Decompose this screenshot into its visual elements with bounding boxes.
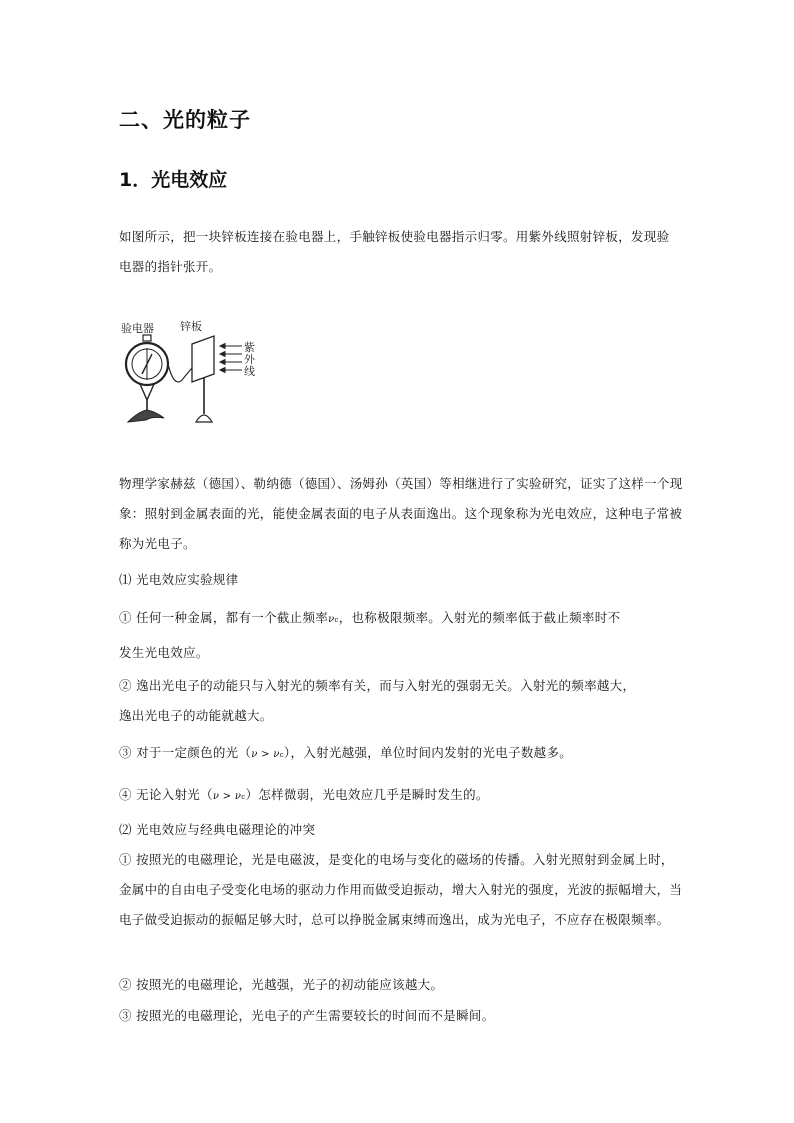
uv-label-3: 线	[244, 365, 255, 378]
intro-paragraph: 如图所示，把一块锌板连接在验电器上，手触锌板使验电器指示归零。用紫外线照射锌板，发现验电器的指针张开。	[119, 229, 670, 274]
rule-1	[119, 608, 684, 626]
rule-3-text-b: ），入射光越强，单位时间内发射的光电子数越多。	[283, 745, 573, 760]
conflict-1: ① 按照光的电磁理论，光是电磁波，是变化的电场与变化的磁场的传播。入射光照射到金属上时，金属中的自由电子受变化电场的驱动力作用而做受迫振动，增大入射光的强度，光波的振幅增大，当电子做受迫振动的振幅足够大时，总可以挣脱金属束缚而逸出，成为光电子，不应存在极限频率。	[119, 852, 683, 927]
rule-4-symbol: ν > ν	[212, 791, 242, 802]
rule-3-subscript: c	[279, 751, 284, 759]
rule-1-text-a: ① 任何一种金属，都有一个截止频率	[119, 610, 329, 625]
rule-1-subscript: c	[334, 616, 339, 624]
rule-3-symbol: ν > ν	[251, 749, 280, 760]
rule-4-text-a: ④ 无论入射光（	[119, 787, 213, 802]
conflict-section-title: ⑵ 光电效应与经典电磁理论的冲突	[119, 822, 316, 837]
wire-icon	[168, 364, 194, 382]
uv-arrows-icon	[220, 344, 242, 373]
conflict-2: ② 按照光的电磁理论，光越强，光子的初动能应该越大。	[119, 977, 444, 992]
zinc-plate-icon	[192, 336, 214, 422]
rule-2-continued: 逸出光电子的动能就越大。	[119, 708, 273, 723]
subsection-heading: 1．光电效应	[119, 169, 228, 191]
rule-3-text-a: ③ 对于一定颜色的光（	[119, 745, 252, 760]
rule-1-continued: 发生光电效应。	[119, 645, 209, 660]
conflict-3: ③ 按照光的电磁理论，光电子的产生需要较长的时间而不是瞬间。	[119, 1008, 495, 1023]
photoelectric-diagram	[118, 318, 268, 430]
rule-4	[119, 785, 684, 803]
uv-label-2: 外	[244, 353, 255, 366]
rule-4-text-b: ）怎样微弱，光电效应几乎是瞬时发生的。	[245, 787, 489, 802]
uv-label-1: 紫	[244, 341, 255, 354]
rule-4-subscript: c	[241, 793, 246, 801]
electroscope-label: 验电器	[121, 322, 154, 335]
rule-3	[119, 743, 684, 761]
rule-2: ② 逸出光电子的动能只与入射光的频率有关，而与入射光的强弱无关。入射光的频率越大，	[119, 678, 636, 693]
section-heading: 二、光的粒子	[119, 107, 251, 132]
rule-1-text-b: ，也称极限频率。入射光的频率低于截止频率时不	[338, 610, 621, 625]
rule-1-symbol: ν	[328, 614, 335, 625]
electroscope-icon	[126, 335, 168, 422]
paragraph-phenomenon: 物理学家赫兹（德国）、勒纳德（德国）、汤姆孙（英国）等相继进行了实验研究，证实了这样一个现象：照射到金属表面的光，能使金属表面的电子从表面逸出。这个现象称为光电效应，这种电子常被称为光电子。	[119, 476, 683, 551]
zinc-plate-label: 锌板	[180, 320, 202, 333]
rules-section-title: ⑴ 光电效应实验规律	[119, 572, 239, 587]
